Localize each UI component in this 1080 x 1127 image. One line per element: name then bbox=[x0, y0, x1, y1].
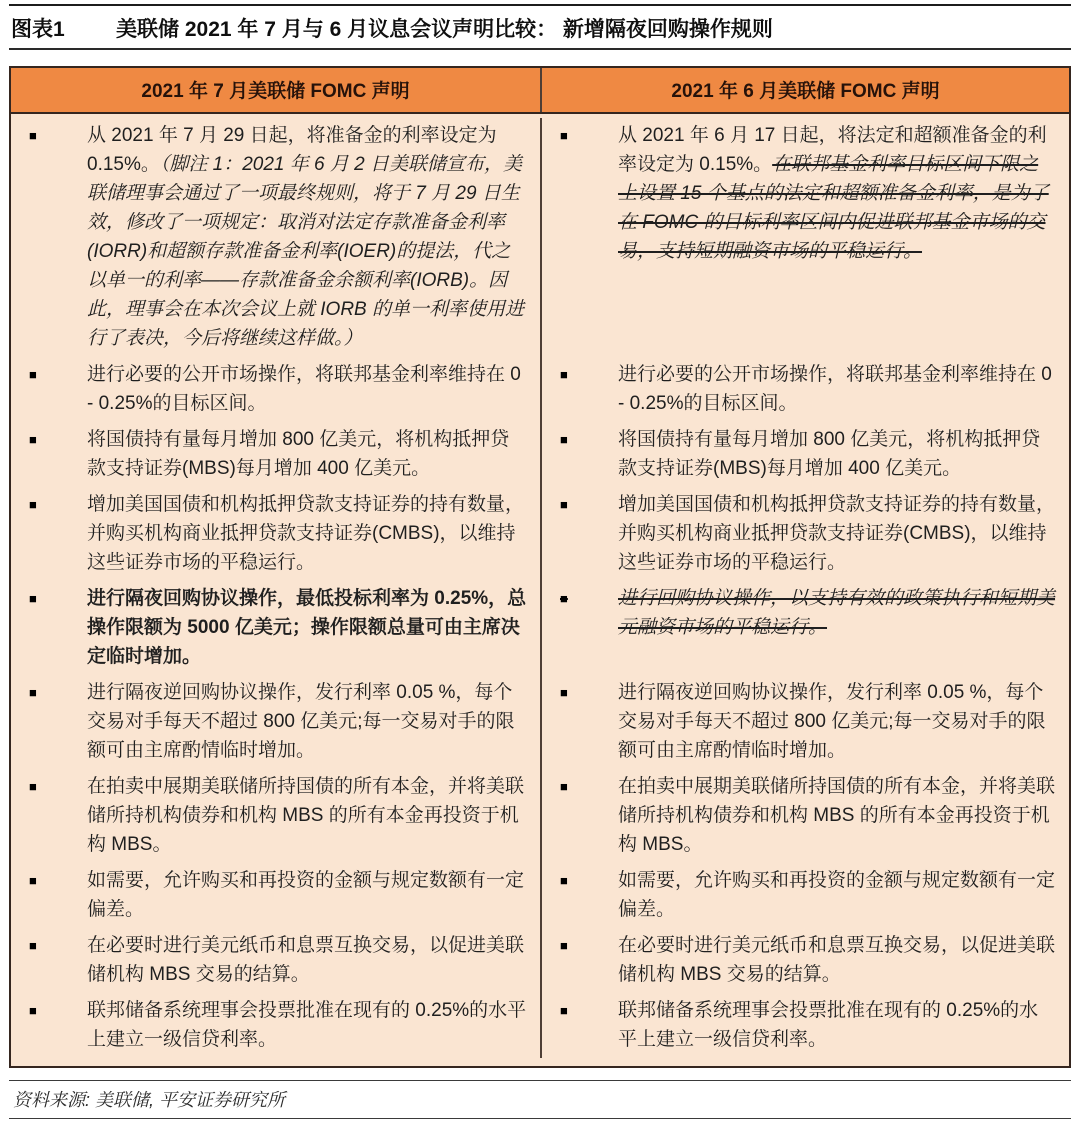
statement-text: 在拍卖中展期美联储所持国债的所有本金，并将美联储所持机构债券和机构 MBS 的所有本金再投资于机构 MBS。 bbox=[618, 776, 1056, 855]
statement-normal-text: 从 2021 年 7 月 29 日起，将准备金的利率设定为 0.15%。 bbox=[87, 125, 497, 175]
bullet-square-icon: ■ bbox=[560, 497, 568, 512]
statement-text: 如需要，允许购买和再投资的金额与规定数额有一定偏差。 bbox=[618, 870, 1056, 920]
table-row bbox=[11, 863, 1069, 928]
july-statement-cell bbox=[11, 581, 540, 675]
july-statement-cell bbox=[11, 487, 540, 581]
bullet-square-icon: ■ bbox=[560, 938, 568, 953]
statement-text: 联邦储备系统理事会投票批准在现有的 0.25%的水平上建立一级信贷利率。 bbox=[87, 1000, 527, 1050]
statement-footnote-text: （脚注 1：2021 年 6 月 2 日美联储宣布，美联储理事会通过了一项最终规则，将于 7 月 29 日生效，修改了一项规定：取消对法定存款准备金利率(IORR)和超额存款准备金利率(IOER)的提法，代之以单一的利率——存款准备金余额利率(IORB)。因此，理事会在本次会议上就 IORB 的单一利率使用进行了表决，今后将继续这样做。） bbox=[87, 154, 525, 349]
bullet-square-icon: ■ bbox=[29, 367, 37, 382]
june-statement-cell bbox=[540, 769, 1069, 863]
statement-text: 增加美国国债和机构抵押贷款支持证券的持有数量，并购买机构商业抵押贷款支持证券(CMBS)，以维持这些证券市场的平稳运行。 bbox=[87, 494, 525, 573]
bullet-square-icon: ■ bbox=[560, 128, 568, 143]
fomc-comparison-table bbox=[9, 66, 1071, 1068]
statement-deleted-text: 进行回购协议操作，以支持有效的政策执行和短期美元融资市场的平稳运行。 bbox=[618, 588, 1056, 638]
table-row bbox=[11, 769, 1069, 863]
bullet-square-icon: ■ bbox=[29, 128, 37, 143]
column-header-july: 2021 年 7 月美联储 FOMC 声明 bbox=[141, 81, 410, 102]
june-statement-cell bbox=[540, 581, 1069, 675]
table-row bbox=[11, 993, 1069, 1058]
table-row bbox=[11, 422, 1069, 487]
title-divider bbox=[9, 48, 1071, 50]
table-row bbox=[11, 357, 1069, 422]
table-row bbox=[11, 487, 1069, 581]
figure-label: 图表1 bbox=[11, 18, 65, 41]
statement-deleted-text: 在联邦基金利率目标区间下限之上设置 15 个基点的法定和超额准备金利率，是为了在 FOMC 的目标利率区间内促进联邦基金市场的交易，支持短期融资市场的平稳运行。 bbox=[618, 154, 1049, 262]
july-statement-cell bbox=[11, 118, 540, 357]
july-statement-cell bbox=[11, 675, 540, 769]
statement-text: 进行隔夜逆回购协议操作，发行利率 0.05 %，每个交易对手每天不超过 800 亿美元;每一交易对手的限额可由主席酌情临时增加。 bbox=[618, 682, 1046, 761]
june-statement-cell bbox=[540, 863, 1069, 928]
bullet-square-icon: ■ bbox=[560, 873, 568, 888]
bullet-square-icon: ■ bbox=[29, 1003, 37, 1018]
source-footer bbox=[9, 1080, 1071, 1119]
statement-normal-text: 从 2021 年 6 月 17 日起，将法定和超额准备金的利率设定为 0.15%。 bbox=[618, 125, 1047, 175]
statement-text: 联邦储备系统理事会投票批准在现有的 0.25%的水平上建立一级信贷利率。 bbox=[618, 1000, 1039, 1050]
june-statement-cell bbox=[540, 357, 1069, 422]
statement-text: 在拍卖中展期美联储所持国债的所有本金，并将美联储所持机构债券和机构 MBS 的所有本金再投资于机构 MBS。 bbox=[87, 776, 525, 855]
june-statement-cell bbox=[540, 675, 1069, 769]
june-statement-cell bbox=[540, 422, 1069, 487]
statement-text: 增加美国国债和机构抵押贷款支持证券的持有数量，并购买机构商业抵押贷款支持证券(CMBS)，以维持这些证券市场的平稳运行。 bbox=[618, 494, 1056, 573]
bullet-square-icon: ■ bbox=[560, 367, 568, 382]
table-header-row bbox=[11, 68, 1069, 114]
statement-text: 将国债持有量每月增加 800 亿美元，将机构抵押贷款支持证券(MBS)每月增加 400 亿美元。 bbox=[618, 429, 1041, 479]
footer-bottom-divider bbox=[9, 1118, 1071, 1119]
source-text: 资料来源: 美联储, 平安证券研究所 bbox=[13, 1090, 286, 1110]
statement-text: 进行必要的公开市场操作，将联邦基金利率维持在 0 - 0.25%的目标区间。 bbox=[87, 364, 521, 414]
bullet-square-icon: ■ bbox=[560, 1003, 568, 1018]
statement-text: 如需要，允许购买和再投资的金额与规定数额有一定偏差。 bbox=[87, 870, 525, 920]
july-statement-cell bbox=[11, 357, 540, 422]
figure-title-row bbox=[9, 6, 1071, 48]
table-row bbox=[11, 675, 1069, 769]
bullet-square-icon: ■ bbox=[560, 779, 568, 794]
bullet-square-icon: ■ bbox=[29, 938, 37, 953]
table-body bbox=[11, 114, 1069, 1066]
table-row bbox=[11, 928, 1069, 993]
bullet-square-icon: ■ bbox=[29, 685, 37, 700]
july-statement-cell bbox=[11, 863, 540, 928]
figure-title: 美联储 2021 年 7 月与 6 月议息会议声明比较： 新增隔夜回购操作规则 bbox=[116, 18, 773, 41]
july-statement-cell bbox=[11, 422, 540, 487]
bullet-square-icon: ■ bbox=[560, 591, 568, 606]
statement-text: 进行必要的公开市场操作，将联邦基金利率维持在 0 - 0.25%的目标区间。 bbox=[618, 364, 1052, 414]
bullet-square-icon: ■ bbox=[29, 873, 37, 888]
statement-text: 在必要时进行美元纸币和息票互换交易，以促进美联储机构 MBS 交易的结算。 bbox=[87, 935, 525, 985]
june-statement-cell bbox=[540, 928, 1069, 993]
july-statement-cell bbox=[11, 769, 540, 863]
statement-text bbox=[87, 121, 528, 353]
statement-text: 将国债持有量每月增加 800 亿美元，将机构抵押贷款支持证券(MBS)每月增加 400 亿美元。 bbox=[87, 429, 510, 479]
bullet-square-icon: ■ bbox=[29, 497, 37, 512]
june-statement-cell bbox=[540, 993, 1069, 1058]
table-row bbox=[11, 581, 1069, 675]
bullet-square-icon: ■ bbox=[560, 685, 568, 700]
june-statement-cell bbox=[540, 487, 1069, 581]
bullet-square-icon: ■ bbox=[29, 591, 37, 606]
statement-text: 在必要时进行美元纸币和息票互换交易，以促进美联储机构 MBS 交易的结算。 bbox=[618, 935, 1056, 985]
bullet-square-icon: ■ bbox=[29, 432, 37, 447]
statement-text bbox=[618, 121, 1057, 353]
july-statement-cell bbox=[11, 928, 540, 993]
bullet-square-icon: ■ bbox=[29, 779, 37, 794]
statement-text: 进行隔夜逆回购协议操作，发行利率 0.05 %，每个交易对手每天不超过 800 亿美元;每一交易对手的限额可由主席酌情临时增加。 bbox=[87, 682, 515, 761]
column-header-june: 2021 年 6 月美联储 FOMC 声明 bbox=[540, 68, 1069, 112]
statement-new-rule-text: 进行隔夜回购协议操作，最低投标利率为 0.25%，总操作限额为 5000 亿美元；操作限额总量可由主席决定临时增加。 bbox=[87, 588, 527, 667]
july-statement-cell bbox=[11, 993, 540, 1058]
june-statement-cell bbox=[540, 118, 1069, 357]
bullet-square-icon: ■ bbox=[560, 432, 568, 447]
table-row bbox=[11, 118, 1069, 357]
